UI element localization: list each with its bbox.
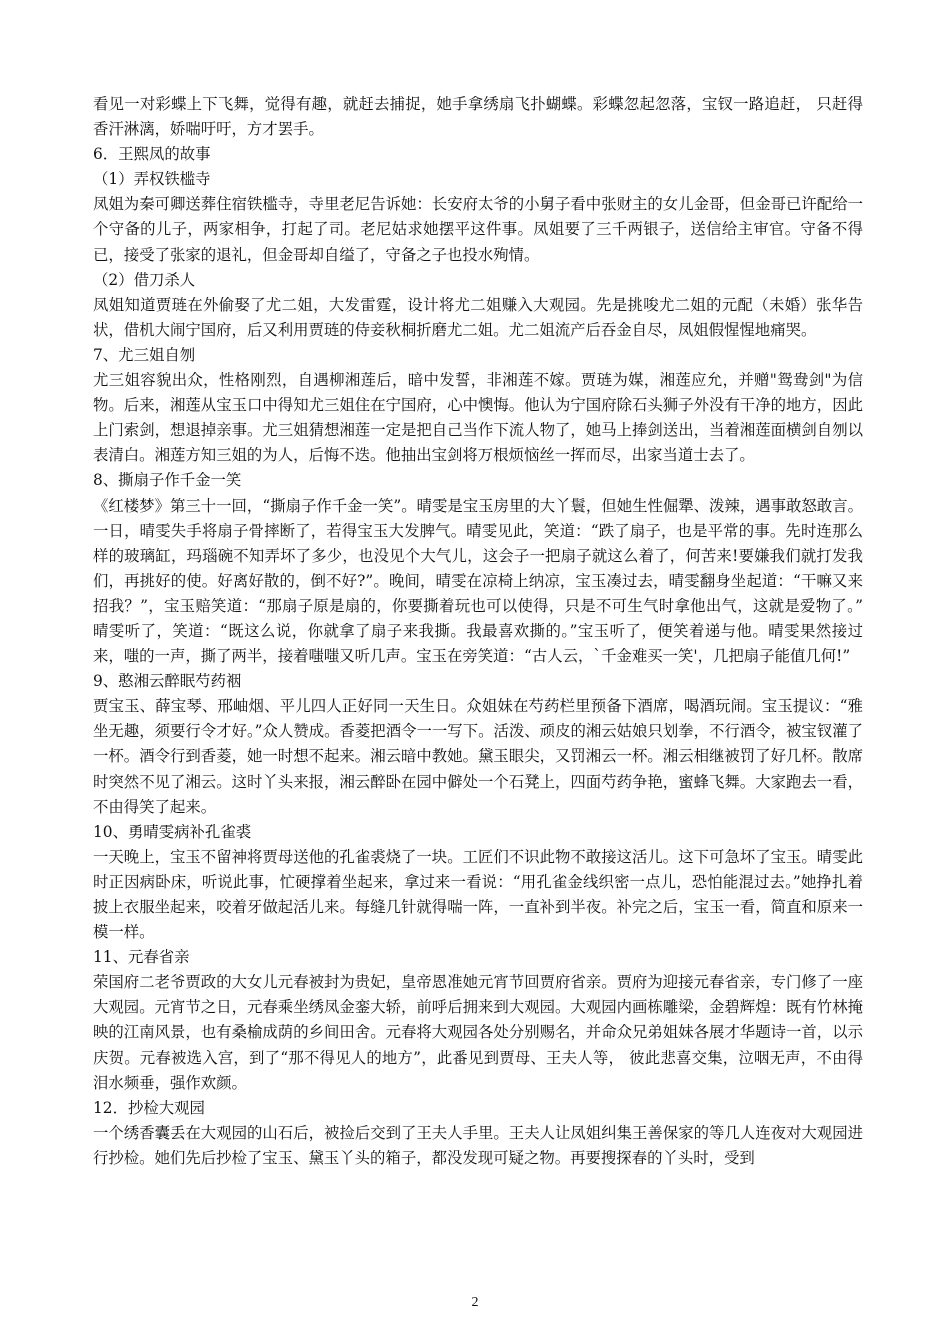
section-heading: 8、撕扇子作千金一笑: [93, 471, 242, 490]
section-heading: 6．王熙凤的故事: [93, 145, 211, 164]
paragraph: 凤姐为秦可卿送葬住宿铁槛寺，寺里老尼告诉她：长安府太爷的小舅子看中张财主的女儿金哥，但金哥已许配给一个守备的儿子，两家相争，打起了司。老尼姑求她摆平这件事。凤姐要了三千两银子，送信给主审官。守备不得已，接受了张家的退礼，但金哥却自缢了，守备之子也投水殉情。: [93, 195, 863, 264]
section-heading: 12．抄检大观园: [93, 1098, 205, 1117]
subsection-heading: （1）弄权铁槛寺: [93, 170, 211, 189]
paragraph: 看见一对彩蝶上下飞舞，觉得有趣，就赶去捕捉，她手拿绣扇飞扑蝴蝶。彩蝶忽起忽落，宝钗一路追赶， 只赶得香汗淋漓，娇喘吁吁，方才罢手。: [93, 95, 863, 139]
page-number: 2: [471, 1295, 479, 1310]
paragraph: 尤三姐容貌出众，性格刚烈，自遇柳湘莲后，暗中发誓，非湘莲不嫁。贾琏为媒，湘莲应允，并赠"鸳鸯剑"为信物。后来，湘莲从宝玉口中得知尤三姐住在宁国府，心中懊悔。他认为宁国府除石头狮子外没有干净的地方，因此上门索剑，想退掉亲事。尤三姐猜想湘莲一定是把自己当作下流人物了，她马上捧剑送出，当着湘莲面横剑自刎以表清白。湘莲方知三姐的为人，后悔不迭。他抽出宝剑将万根烦恼丝一挥而尽，出家当道士去了。: [93, 371, 863, 465]
section-heading: 9、憨湘云醉眠芍药裀: [93, 672, 242, 691]
paragraph: 一天晚上，宝玉不留神将贾母送他的孔雀裘烧了一块。工匠们不识此物不敢接这活儿。这下可急坏了宝玉。晴雯此时正因病卧床，听说此事，忙硬撑着坐起来，拿过来一看说：“用孔雀金线织密一点儿，恐怕能混过去。”她挣扎着披上衣服坐起来，咬着牙做起活儿来。每缝几针就得喘一阵，一直补到半夜。补完之后，宝玉一看，简直和原来一模一样。: [93, 847, 863, 942]
paragraph: 贾宝玉、薛宝琴、邢岫烟、平儿四人正好同一天生日。众姐妹在芍药栏里预备下酒席，喝酒玩闹。宝玉提议：“雅坐无趣，须要行令才好。”众人赞成。香菱把酒令一一写下。活泼、顽皮的湘云姑娘只划拳，不行酒令，被宝钗灌了一杯。酒令行到香菱，她一时想不起来。湘云暗中教她。黛玉眼尖，又罚湘云一杯。湘云相继被罚了好几杯。散席时突然不见了湘云。这时丫头来报，湘云醉卧在园中僻处一个石凳上，四面芍药争艳，蜜蜂飞舞。大家跑去一看，不由得笑了起来。: [93, 697, 863, 816]
paragraph: 凤姐知道贾琏在外偷娶了尤二姐，大发雷霆，设计将尤二姐赚入大观园。先是挑唆尤二姐的元配（未婚）张华告状，借机大闹宁国府，后又利用贾琏的侍妾秋桐折磨尤二姐。尤二姐流产后吞金自尽，凤姐假惺惺地痛哭。: [93, 295, 863, 339]
paragraph: 《红楼梦》第三十一回，“撕扇子作千金一笑”。晴雯是宝玉房里的大丫鬟，但她生性倔犟、泼辣，遇事敢怒敢言。一日，晴雯失手将扇子骨摔断了，若得宝玉大发脾气。晴雯见此，笑道：“跌了扇子，也是平常的事。先时连那么样的玻璃缸，玛瑙碗不知弄坏了多少，也没见个大气儿，这会子一把扇子就这么着了，何苦来!要嫌我们就打发我们，再挑好的使。好离好散的，倒不好?”。晚间，晴雯在凉椅上纳凉，宝玉凑过去，晴雯翻身坐起道：“干嘛又来招我？”，宝玉赔笑道：“那扇子原是扇的，你要撕着玩也可以使得，只是不可生气时拿他出气，这就是爱物了。” 晴雯听了，笑道：“既这么说，你就拿了扇子来我撕。我最喜欢撕的。”宝玉听了，便笑着递与他。晴雯果然接过来，嗤的一声，撕了两半，接着嗤嗤又听几声。宝玉在旁笑道：“古人云，`千金难买一笑'，几把扇子能值几何!”: [93, 496, 879, 666]
paragraph: 荣国府二老爷贾政的大女儿元春被封为贵妃，皇帝恩准她元宵节回贾府省亲。贾府为迎接元春省亲，专门修了一座大观园。元宵节之日，元春乘坐绣凤金銮大轿，前呼后拥来到大观园。大观园内画栋雕梁，金碧辉煌：既有竹林掩映的江南风景，也有桑榆成荫的乡间田舍。元春将大观园各处分别赐名，并命众兄弟姐妹各展才华题诗一首，以示庆贺。元春被选入宫，到了“那不得见人的地方”，此番见到贾母、王夫人等， 彼此悲喜交集，泣咽无声，不由得泪水频垂，强作欢颜。: [93, 973, 863, 1092]
subsection-heading: （2）借刀杀人: [93, 270, 196, 289]
section-heading: 10、勇晴雯病补孔雀裘: [93, 822, 252, 841]
section-heading: 11、元春省亲: [93, 948, 190, 967]
paragraph: 一个绣香囊丢在大观园的山石后，被捡后交到了王夫人手里。王夫人让凤姐纠集王善保家的等几人连夜对大观园进行抄检。她们先后抄检了宝玉、黛玉丫头的箱子，都没发现可疑之物。再要搜探春的丫头时，受到: [93, 1123, 863, 1167]
document-body: [93, 92, 879, 1171]
section-heading: 7、尤三姐自刎: [93, 345, 196, 364]
